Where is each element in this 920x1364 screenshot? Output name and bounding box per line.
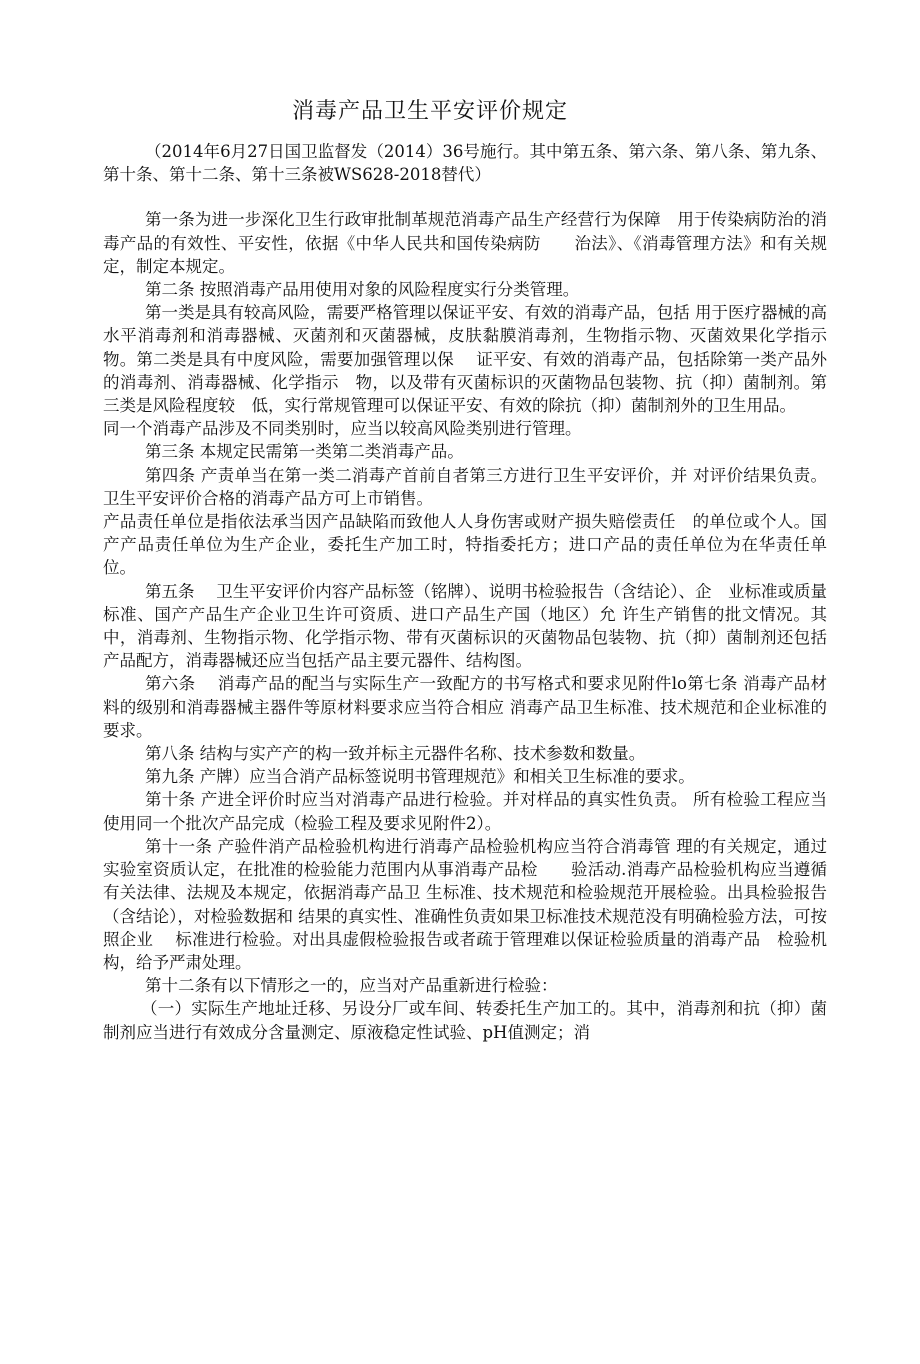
article-10: 第十条 产进全评价时应当对消毒产品进行检验。并对样品的真实性负责。 所有检验工程应当使用同一个批次产品完成（检验工程及要求见附件2）。 — [103, 790, 827, 833]
article-4-definition: 产品责任单位是指依法承当因产品缺陷而致他人人身伤害或财产损失赔偿责任 的单位或个人。国产产品责任单位为生产企业，委托生产加工时，特指委托方；进口产品的责任单位为在华责任单位。 — [103, 512, 827, 578]
document-body — [103, 140, 827, 1044]
article-5: 第五条 卫生平安评价内容产品标签（铭牌）、说明书检验报告（含结论）、企 业标准或质量标准、国产产品生产企业卫生许可资质、进口产品生产国（地区）允 许生产销售的批文情况。其中，消毒剂、生物指示物、化学指示物、带有灭菌标识的灭菌物品包装物、抗（抑）菌制剂还包括产品配方，消毒器械还应当包括产品主要元器件、结构图。 — [103, 581, 827, 671]
article-4: 第四条 产责单当在第一类二消毒产首前自者第三方进行卫生平安评价，并 对评价结果负责。卫生平安评价合格的消毒产品方可上市销售。 — [103, 465, 827, 508]
regulation-note: （2014年6月27日国卫监督发（2014）36号施行。其中第五条、第六条、第八条、第九条、第十条、第十二条、第十三条被WS628-2018替代） — [103, 142, 827, 185]
article-11: 第十一条 产验件消产品检验机构进行消毒产品检验机构应当符合消毒管 理的有关规定，通过实验室资质认定，在批准的检验能力范围内从事消毒产品检 验活动.消毒产品检验机构应当遵循有关法律、法规及本规定，依据消毒产品卫 生标准、技术规范和检验规范开展检验。出具检验报告（含结论），对检验数据和 结果的真实性、准确性负责如果卫标准技术规范没有明确检验方法，可按照企业 标准进行检验。对出具虚假检验报告或者疏于管理难以保证检验质量的消毒产品 检验机构，给予严肃处理。 — [103, 836, 827, 972]
article-2-note: 同一个消毒产品涉及不同类别时，应当以较高风险类别进行管理。 — [103, 419, 582, 439]
article-12-item-1: （一）实际生产地址迁移、另设分厂或车间、转委托生产加工的。其中，消毒剂和抗（抑）菌制剂应当进行有效成分含量测定、原液稳定性试验、pH值测定；消 — [103, 999, 827, 1042]
article-2-categories: 第一类是具有较高风险，需要严格管理以保证平安、有效的消毒产品，包括 用于医疗器械的高水平消毒剂和消毒器械、灭菌剂和灭菌器械，皮肤黏膜消毒剂，生物指示物、灭菌效果化学指示物。第二类是具有中度风险，需要加强管理以保 证平安、有效的消毒产品，包括除第一类产品外的消毒剂、消毒器械、化学指示 物，以及带有灭菌标识的灭菌物品包装物、抗（抑）菌制剂。第三类是风险程度较 低，实行常规管理可以保证平安、有效的除抗（抑）菌制剂外的卫生用品。 — [103, 303, 827, 416]
article-12: 第十二条有以下情形之一的，应当对产品重新进行检验： — [145, 976, 558, 996]
spacer — [103, 186, 827, 208]
article-2: 第二条 按照消毒产品用使用对象的风险程度实行分类管理。 — [145, 280, 580, 300]
article-8: 第八条 结构与实产产的构一致并标主元器件名称、技术参数和数量。 — [145, 744, 646, 764]
document-title: 消毒产品卫生平安评价规定 — [291, 99, 568, 124]
article-3: 第三条 本规定民需第一类第二类消毒产品。 — [145, 442, 464, 462]
article-1: 第一条为进一步深化卫生行政审批制革规范消毒产品生产经营行为保障 用于传染病防治的消毒产品的有效性、平安性，依据《中华人民共和国传染病防 治法》、《消毒管理方法》和有关规定，制定本规定。 — [103, 210, 827, 276]
article-9: 第九条 产牌）应当合消产品标签说明书管理规范》和相关卫生标准的要求。 — [145, 767, 695, 787]
article-6-7: 第六条 消毒产品的配当与实际生产一致配方的书写格式和要求见附件lo第七条 消毒产品材料的级别和消毒器械主器件等原材料要求应当符合相应 消毒产品卫生标准、技术规范和企业标准的要求。 — [103, 674, 827, 740]
